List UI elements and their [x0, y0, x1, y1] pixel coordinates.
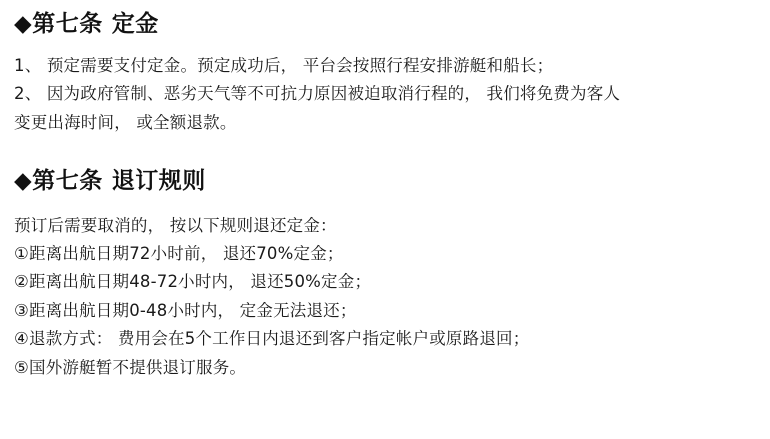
- section-cancellation: [14, 167, 756, 382]
- section-deposit-heading: [14, 10, 756, 39]
- list-item: ④退款方式： 费用会在5个工作日内退还到客户指定帐户或原路退回；: [14, 329, 530, 349]
- list-item: ①距离出航日期72小时前， 退还70%定金；: [14, 244, 344, 263]
- paragraph-item: 2、 因为政府管制、恶劣天气等不可抗力原因被迫取消行程的， 我们将免费为客人: [14, 84, 621, 104]
- list-item: ⑤国外游艇暂不提供退订服务。: [14, 357, 247, 377]
- list-item: ②距离出航日期48-72小时内， 退还50%定金；: [14, 272, 372, 292]
- section-deposit-heading-main: ◆第七条: [14, 11, 103, 37]
- section-deposit-heading-sub: 定金: [111, 11, 159, 37]
- section-cancellation-heading-sub: 退订规则: [111, 167, 206, 194]
- section-cancellation-body: [14, 212, 756, 382]
- paragraph-item: 变更出海时间， 或全额退款。: [14, 112, 237, 132]
- list-item: ③距离出航日期0-48小时内， 定金无法退还；: [14, 300, 357, 320]
- section-cancellation-heading: [14, 167, 756, 196]
- section-cancellation-heading-main: ◆第七条: [14, 167, 103, 194]
- section-deposit-body: [14, 52, 756, 137]
- section-deposit: [14, 10, 756, 137]
- paragraph-item: 1、 预定需要支付定金。预定成功后， 平台会按照行程安排游艇和船长；: [14, 55, 554, 75]
- cancellation-intro: 预订后需要取消的， 按以下规则退还定金：: [14, 215, 337, 235]
